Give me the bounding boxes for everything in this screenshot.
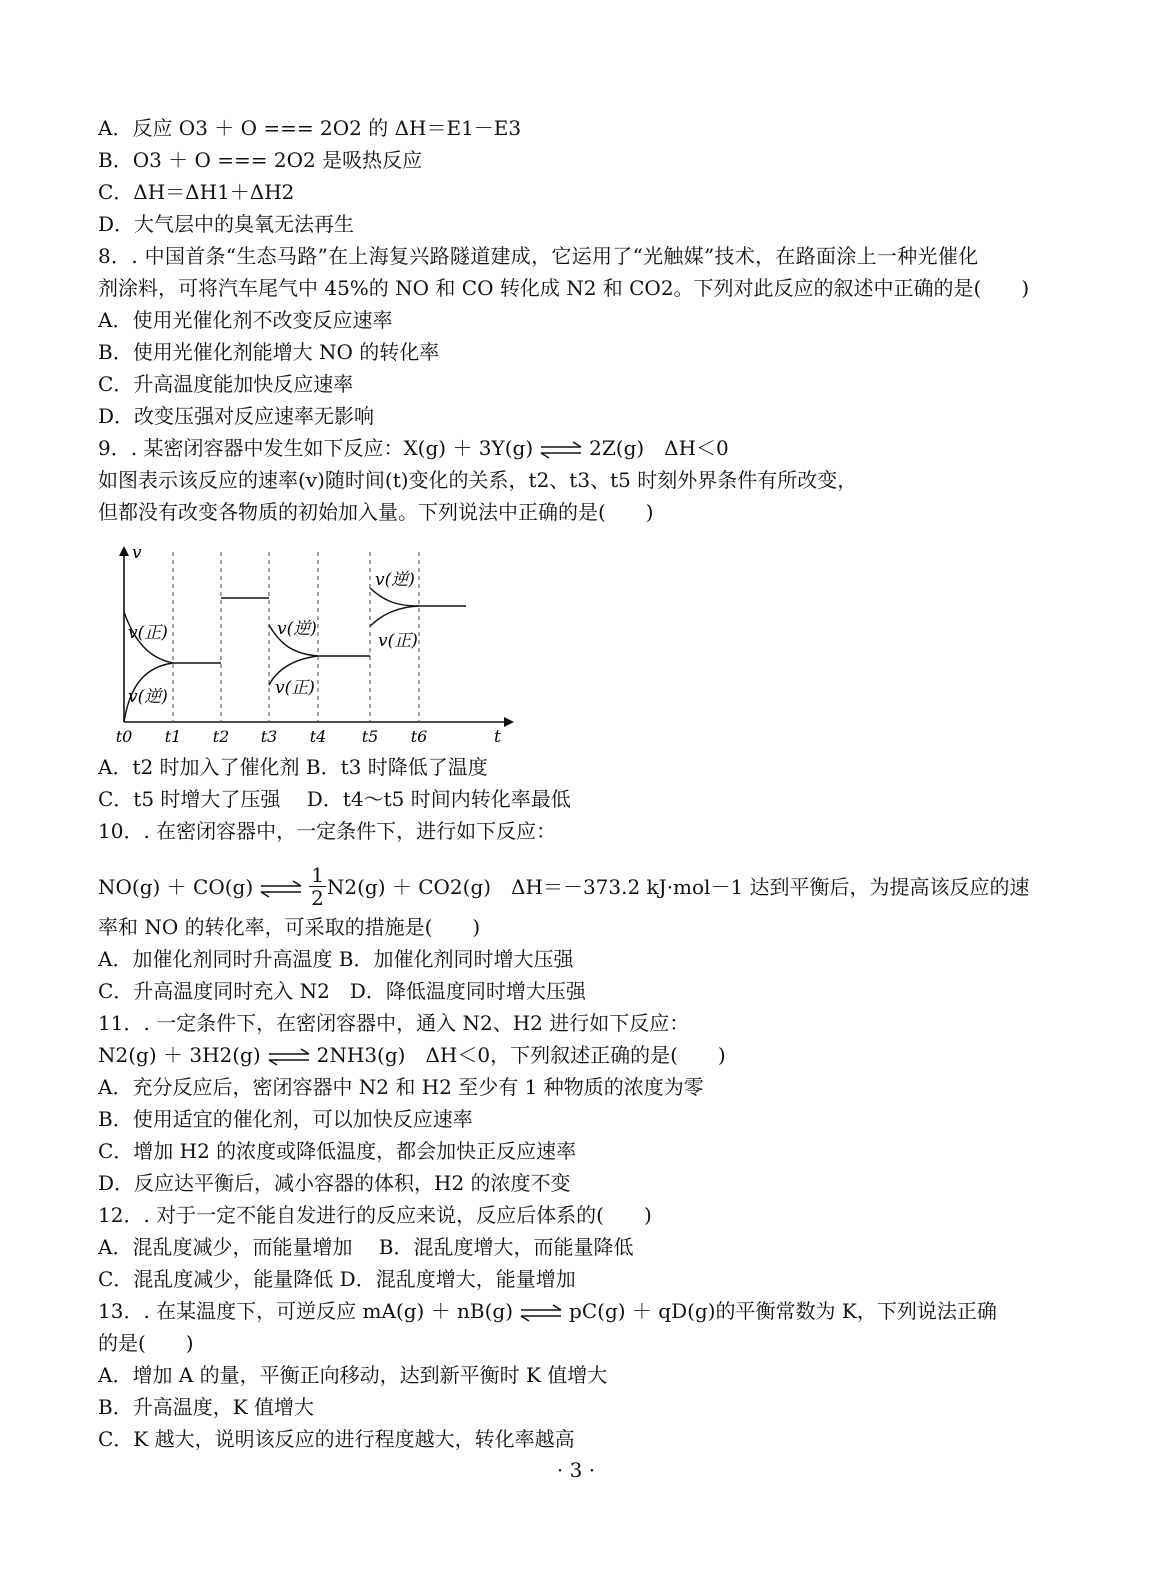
tick-t5: t5: [361, 727, 379, 746]
label-reverse-3: v(逆): [375, 570, 415, 590]
curve-reverse-3: [370, 588, 419, 606]
equilibrium-arrow-icon: [539, 440, 583, 460]
tick-t4: t4: [309, 727, 327, 746]
option-9ab: A．t2 时加入了催化剂 B．t3 时降低了温度: [98, 755, 488, 779]
y-axis-arrow-icon: [119, 546, 129, 556]
question-13-stem-line1: [98, 1296, 997, 1326]
equilibrium-arrow-icon: [519, 1303, 563, 1323]
tick-t6: t6: [410, 727, 428, 746]
option-10ab: A．加催化剂同时升高温度 B．加催化剂同时增大压强: [98, 947, 574, 971]
tick-t1: t1: [164, 727, 182, 746]
rate-curves: [124, 588, 466, 722]
option-7a: A．反应 O3 ＋ O === 2O2 的 ΔH＝E1－E3: [98, 116, 522, 140]
equation-right: pC(g) ＋ qD(g)的平衡常数为 K，下列说法正确: [569, 1299, 997, 1323]
label-forward-3: v(正): [378, 631, 418, 651]
option-13b: B．升高温度，K 值增大: [98, 1395, 314, 1419]
fraction-one-half: [309, 864, 326, 909]
page-number: · 3 ·: [556, 1458, 596, 1482]
option-11a: A．充分反应后，密闭容器中 N2 和 H2 至少有 1 种物质的浓度为零: [98, 1075, 704, 1099]
equation-right: 2NH3(g) ΔH＜0，下列叙述正确的是( ): [316, 1043, 726, 1067]
option-13c: C．K 越大，说明该反应的进行程度越大，转化率越高: [98, 1427, 575, 1451]
question-8-stem-line2: 剂涂料，可将汽车尾气中 45%的 NO 和 CO 转化成 N2 和 CO2。下列对此反应的叙述中正确的是( ): [98, 276, 1030, 300]
tick-t0: t0: [115, 727, 133, 746]
equation-left: 13．. 在某温度下，可逆反应 mA(g) ＋ nB(g): [98, 1299, 514, 1323]
option-13a: A．增加 A 的量，平衡正向移动，达到新平衡时 K 值增大: [98, 1363, 608, 1387]
question-10-stem-line3: 率和 NO 的转化率，可采取的措施是( ): [98, 915, 481, 939]
equation-left: NO(g) ＋ CO(g): [98, 875, 254, 899]
option-11d: D．反应达平衡后，减小容器的体积，H2 的浓度不变: [98, 1171, 571, 1195]
tick-labels: [116, 727, 428, 746]
question-9-stem-line3: 但都没有改变各物质的初始加入量。下列说法中正确的是( ): [98, 500, 654, 524]
equation-right: N2(g) ＋ CO2(g) ΔH＝－373.2 kJ·mol－1 达到平衡后，为提高该反应的速: [326, 875, 1030, 899]
option-11b: B．使用适宜的催化剂，可以加快反应速率: [98, 1107, 473, 1131]
option-8d: D．改变压强对反应速率无影响: [98, 404, 375, 428]
label-forward-2: v(正): [275, 678, 315, 698]
x-axis-label: t: [494, 727, 501, 747]
tick-t3: t3: [260, 727, 278, 746]
label-reverse-2: v(逆): [277, 619, 317, 639]
question-11-equation: [98, 1040, 726, 1070]
question-13-stem-line2: 的是( ): [98, 1331, 194, 1355]
option-8a: A．使用光催化剂不改变反应速率: [98, 308, 393, 332]
y-axis-label: v: [132, 543, 142, 563]
question-10-stem-line1: 10．. 在密闭容器中，一定条件下，进行如下反应：: [98, 819, 557, 843]
question-9-stem-line2: 如图表示该反应的速率(v)随时间(t)变化的关系，t2、t3、t5 时刻外界条件有所改变，: [98, 468, 858, 492]
equilibrium-arrow-icon: [259, 879, 303, 899]
question-8-stem-line1: 8．. 中国首条“生态马路”在上海复兴路隧道建成，它运用了“光触媒”技术，在路面涂上一种光催化: [98, 244, 979, 268]
question-11-stem-line1: 11．. 一定条件下，在密闭容器中，通入 N2、H2 进行如下反应：: [98, 1011, 690, 1035]
option-7d: D．大气层中的臭氧无法再生: [98, 212, 355, 236]
option-7b: B．O3 ＋ O === 2O2 是吸热反应: [98, 148, 423, 172]
equilibrium-arrow-icon: [267, 1047, 311, 1067]
equation-left: 9．. 某密闭容器中发生如下反应：X(g) ＋ 3Y(g): [98, 436, 534, 460]
option-12cd: C．混乱度减少，能量降低 D．混乱度增大，能量增加: [98, 1267, 576, 1291]
equation-left: N2(g) ＋ 3H2(g): [98, 1043, 261, 1067]
option-11c: C．增加 H2 的浓度或降低温度，都会加快正反应速率: [98, 1139, 577, 1163]
label-reverse-1: v(逆): [128, 687, 168, 707]
option-8c: C．升高温度能加快反应速率: [98, 372, 354, 396]
option-12ab: A．混乱度减少，而能量增加 B．混乱度增大，而能量降低: [98, 1235, 634, 1259]
x-axis-arrow-icon: [504, 717, 514, 727]
fraction-numerator: 1: [311, 863, 324, 887]
question-12-stem: 12．. 对于一定不能自发进行的反应来说，反应后体系的( ): [98, 1203, 652, 1227]
label-forward-1: v(正): [128, 623, 168, 643]
fraction-denominator: 2: [311, 886, 324, 910]
curve-forward-3: [370, 606, 419, 626]
tick-t2: t2: [212, 727, 230, 746]
question-9-stem-line1: [98, 433, 729, 463]
equation-right: 2Z(g) ΔH＜0: [589, 436, 729, 460]
option-10cd: C．升高温度同时充入 N2 D．降低温度同时增大压强: [98, 979, 586, 1003]
option-7c: C．ΔH＝ΔH1＋ΔH2: [98, 180, 295, 204]
option-9cd: C．t5 时增大了压强 D．t4～t5 时间内转化率最低: [98, 787, 571, 811]
rate-time-graph: [110, 540, 520, 750]
option-8b: B．使用光催化剂能增大 NO 的转化率: [98, 340, 440, 364]
question-10-equation: [98, 863, 1030, 910]
